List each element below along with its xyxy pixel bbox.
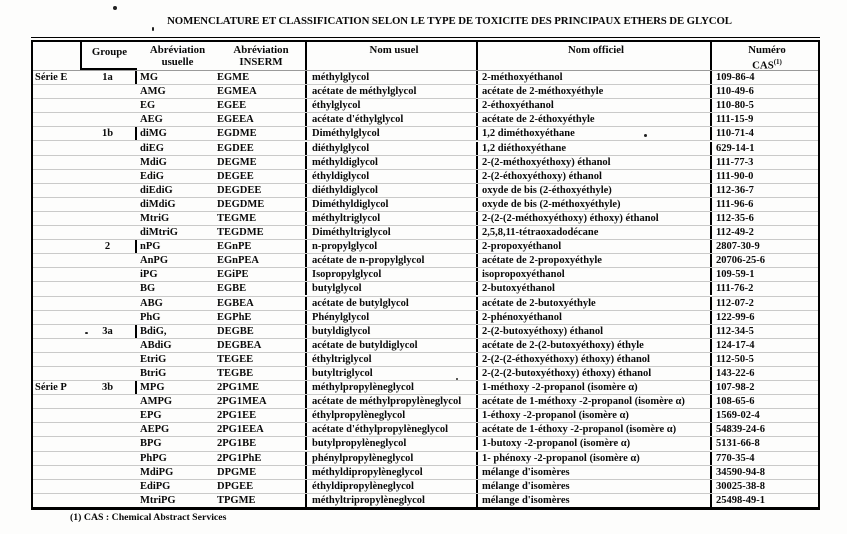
cell-abreviation-usuelle: EdiG <box>140 170 164 182</box>
cell-groupe: 2 <box>80 240 137 253</box>
cell-nom-officiel: isopropoxyéthanol <box>478 268 712 281</box>
cell-abreviation-usuelle: MtriG <box>140 212 170 224</box>
table-row <box>33 71 818 85</box>
cell-abreviation-inserm: 2PG1MEA <box>215 395 307 408</box>
cell-numero-cas: 124-17-4 <box>716 339 755 351</box>
table-row <box>33 170 818 184</box>
cell-groupe: 1b <box>80 127 137 140</box>
cell-nom-usuel: acétate de butyldiglycol <box>307 339 478 352</box>
cell-abreviation-usuelle: BtriG <box>140 368 167 380</box>
table-row <box>33 127 818 141</box>
cell-serie: Série P <box>35 382 67 394</box>
cell-abreviation-usuelle: MG <box>140 72 159 84</box>
cell-abreviation-inserm: TEGEE <box>215 353 307 366</box>
cell-nom-usuel: acétate d'éthylpropylèneglycol <box>307 423 478 436</box>
header-serie-empty <box>33 42 80 70</box>
cell-abreviation-usuelle: PhPG <box>140 452 167 464</box>
cell-abreviation-inserm: EGME <box>215 71 307 84</box>
cell-numero-cas: 108-65-6 <box>716 396 755 408</box>
cell-serie: Série E <box>35 72 68 84</box>
cell-abreviation-inserm: EGDEE <box>215 142 307 155</box>
table-row <box>33 381 818 395</box>
cell-nom-usuel: acétate de méthylpropylèneglycol <box>307 395 478 408</box>
cell-abreviation-inserm: DPGEE <box>215 480 307 493</box>
cell-numero-cas: 1569-02-4 <box>716 410 760 422</box>
cell-abreviation-usuelle: EdiPG <box>140 480 171 492</box>
cell-groupe: 1a <box>80 71 137 84</box>
cell-abreviation-inserm: TPGME <box>215 494 307 507</box>
cell-nom-officiel: 2-éthoxyéthanol <box>478 99 712 112</box>
header-abreviation-usuelle: Abréviation usuelle <box>149 44 206 68</box>
cell-nom-officiel: 1-éthoxy -2-propanol (isomère α) <box>478 409 712 422</box>
cell-nom-usuel: Diméthyldiglycol <box>307 198 478 211</box>
table-row <box>33 282 818 296</box>
cell-abreviation-usuelle: MdiPG <box>140 466 174 478</box>
cell-nom-usuel: phénylpropylèneglycol <box>307 452 478 465</box>
cell-nom-usuel: méthyldiglycol <box>307 156 478 169</box>
cell-nom-officiel: mélange d'isomères <box>478 480 712 493</box>
cell-abreviation-inserm: 2PG1EEA <box>215 423 307 436</box>
cell-numero-cas: 112-34-5 <box>716 325 754 337</box>
cell-numero-cas: 111-77-3 <box>716 156 754 168</box>
cell-nom-officiel: 2-butoxyéthanol <box>478 282 712 295</box>
cell-nom-usuel: Isopropylglycol <box>307 268 478 281</box>
table-row <box>33 325 818 339</box>
cell-nom-usuel: acétate de méthylglycol <box>307 85 478 98</box>
cell-abreviation-usuelle: AMPG <box>140 396 173 408</box>
cell-nom-usuel: butylglycol <box>307 282 478 295</box>
cell-abreviation-inserm: EGBEA <box>215 297 307 310</box>
cell-nom-officiel: 1-méthoxy -2-propanol (isomère α) <box>478 381 712 394</box>
cell-numero-cas: 25498-49-1 <box>716 494 765 506</box>
table-row <box>33 339 818 353</box>
header-nom-officiel: Nom officiel <box>478 42 712 70</box>
cell-abreviation-inserm: DPGME <box>215 466 307 479</box>
cell-nom-officiel: 2-(2-(2-butoxyéthoxy) éthoxy) éthanol <box>478 367 712 380</box>
table-row <box>33 226 818 240</box>
table-row <box>33 466 818 480</box>
cell-abreviation-inserm: 2PG1ME <box>215 381 307 394</box>
table-row <box>33 452 818 466</box>
cell-nom-usuel: éthylglycol <box>307 99 478 112</box>
cell-abreviation-inserm: EGMEA <box>215 85 307 98</box>
cell-nom-officiel: 2-phénoxyéthanol <box>478 311 712 324</box>
cell-abreviation-inserm: TEGME <box>215 212 307 225</box>
cell-nom-usuel: méthyltriglycol <box>307 212 478 225</box>
cell-numero-cas: 54839-24-6 <box>716 424 765 436</box>
table-row <box>33 437 818 451</box>
cell-abreviation-usuelle: AnPG <box>140 255 169 267</box>
table-row <box>33 113 818 127</box>
cell-nom-usuel: Diméthylglycol <box>307 127 478 140</box>
cell-abreviation-inserm: EGEEA <box>215 113 307 126</box>
cell-nom-officiel: mélange d'isomères <box>478 494 712 507</box>
cell-nom-usuel: méthylpropylèneglycol <box>307 381 478 394</box>
cell-nom-officiel: 2-(2-éthoxyéthoxy) éthanol <box>478 170 712 183</box>
table-row <box>33 311 818 325</box>
cell-abreviation-usuelle: iPG <box>140 269 158 281</box>
cell-numero-cas: 110-80-5 <box>716 100 754 112</box>
cell-abreviation-inserm: DEGME <box>215 156 307 169</box>
cell-nom-usuel: Diméthyltriglycol <box>307 226 478 239</box>
cell-numero-cas: 112-07-2 <box>716 297 754 309</box>
table-row <box>33 184 818 198</box>
table-row <box>33 367 818 381</box>
cell-abreviation-inserm: DEGDME <box>215 198 307 211</box>
table-row <box>33 297 818 311</box>
cell-abreviation-usuelle: MPG <box>140 382 165 394</box>
table-row <box>33 85 818 99</box>
glycol-ethers-table <box>31 40 820 510</box>
cell-numero-cas: 112-36-7 <box>716 184 754 196</box>
cell-nom-officiel: mélange d'isomères <box>478 466 712 479</box>
table-row <box>33 268 818 282</box>
table-row <box>33 198 818 212</box>
cell-abreviation-usuelle: nPG <box>140 241 161 253</box>
table-row <box>33 423 818 437</box>
cell-abreviation-usuelle: AEPG <box>140 424 170 436</box>
cell-abreviation-inserm: EGnPEA <box>215 254 307 267</box>
cell-nom-usuel: diéthylglycol <box>307 142 478 155</box>
cell-abreviation-inserm: 2PG1EE <box>215 409 307 422</box>
cell-abreviation-inserm: EGDME <box>215 127 307 140</box>
cell-nom-officiel: 2-(2-méthoxyéthoxy) éthanol <box>478 156 712 169</box>
cell-abreviation-usuelle: diEG <box>140 142 164 154</box>
cell-abreviation-inserm: 2PG1BE <box>215 437 307 450</box>
cell-numero-cas: 20706-25-6 <box>716 255 765 267</box>
cell-numero-cas: 112-50-5 <box>716 353 754 365</box>
cell-abreviation-usuelle: BPG <box>140 438 162 450</box>
cell-nom-officiel: acétate de 2-(2-butoxyéthoxy) éthyle <box>478 339 712 352</box>
table-row <box>33 240 818 254</box>
cell-nom-officiel: 1,2 diéthoxyéthane <box>478 142 712 155</box>
cell-nom-usuel: butyldiglycol <box>307 325 478 338</box>
cell-nom-usuel: n-propylglycol <box>307 240 478 253</box>
cell-numero-cas: 2807-30-9 <box>716 241 760 253</box>
table-body <box>33 71 818 507</box>
cell-numero-cas: 112-49-2 <box>716 227 754 239</box>
cell-numero-cas: 770-35-4 <box>716 452 755 464</box>
cell-abreviation-usuelle: EPG <box>140 410 162 422</box>
cell-nom-officiel: acétate de 1-méthoxy -2-propanol (isomère α) <box>478 395 712 408</box>
cas-footnote: (1) CAS : Chemical Abstract Services <box>70 512 227 523</box>
cell-abreviation-inserm: TEGBE <box>215 367 307 380</box>
cell-nom-officiel: acétate de 1-éthoxy -2-propanol (isomère α) <box>478 423 712 436</box>
cell-abreviation-usuelle: AMG <box>140 86 166 98</box>
table-row <box>33 141 818 155</box>
header-nom-usuel: Nom usuel <box>307 42 478 70</box>
cell-nom-officiel: 1,2 diméthoxyéthane <box>478 127 712 140</box>
cell-nom-officiel: acétate de 2-méthoxyéthyle <box>478 85 712 98</box>
cell-abreviation-inserm: EGnPE <box>215 240 307 253</box>
cell-nom-usuel: éthyldipropylèneglycol <box>307 480 478 493</box>
table-row <box>33 409 818 423</box>
cell-abreviation-inserm: EGPhE <box>215 311 307 324</box>
cell-nom-officiel: acétate de 2-éthoxyéthyle <box>478 113 712 126</box>
cell-nom-officiel: 1- phénoxy -2-propanol (isomère α) <box>478 452 712 465</box>
cell-numero-cas: 143-22-6 <box>716 368 755 380</box>
cell-numero-cas: 629-14-1 <box>716 142 755 154</box>
cell-nom-usuel: méthyltripropylèneglycol <box>307 494 478 507</box>
scan-speck <box>152 27 154 31</box>
cell-nom-usuel: éthylpropylèneglycol <box>307 409 478 422</box>
cell-abreviation-usuelle: diMG <box>140 128 167 140</box>
cell-nom-officiel: acétate de 2-propoxyéthyle <box>478 254 712 267</box>
cell-abreviation-usuelle: diMdiG <box>140 198 176 210</box>
cell-nom-usuel: méthylglycol <box>307 71 478 84</box>
table-row <box>33 494 818 507</box>
cell-abreviation-usuelle: MtriPG <box>140 494 176 506</box>
header-groupe: Groupe <box>80 42 137 70</box>
cell-abreviation-inserm: DEGDEE <box>215 184 307 197</box>
table-row <box>33 254 818 268</box>
cell-nom-officiel: 2,5,8,11-tétraoxadodécane <box>478 226 712 239</box>
cell-numero-cas: 111-90-0 <box>716 170 754 182</box>
cell-nom-usuel: acétate de butylglycol <box>307 297 478 310</box>
header-abreviation-inserm: Abréviation INSERM <box>215 42 307 70</box>
table-row <box>33 212 818 226</box>
cell-groupe: 3b <box>80 381 137 394</box>
cell-nom-usuel: butylpropylèneglycol <box>307 437 478 450</box>
cell-abreviation-usuelle: EG <box>140 100 156 112</box>
footnote-marker: (1) <box>773 58 782 66</box>
cell-abreviation-inserm: EGBE <box>215 282 307 295</box>
cell-abreviation-usuelle: diMtriG <box>140 227 178 239</box>
cell-nom-officiel: oxyde de bis (2-méthoxyéthyle) <box>478 198 712 211</box>
table-row <box>33 395 818 409</box>
cell-abreviation-usuelle: PhG <box>140 311 161 323</box>
cell-nom-officiel: 2-(2-butoxyéthoxy) éthanol <box>478 325 712 338</box>
cell-abreviation-usuelle: AEG <box>140 114 163 126</box>
cell-abreviation-usuelle: BG <box>140 283 156 295</box>
table-row <box>33 353 818 367</box>
cell-groupe: 3a <box>80 325 137 338</box>
cell-numero-cas: 122-99-6 <box>716 311 755 323</box>
cell-abreviation-inserm: 2PG1PhE <box>215 452 307 465</box>
cell-numero-cas: 110-49-6 <box>716 86 754 98</box>
cell-numero-cas: 5131-66-8 <box>716 438 760 450</box>
cell-nom-usuel: butyltriglycol <box>307 367 478 380</box>
cell-nom-usuel: méthyldipropylèneglycol <box>307 466 478 479</box>
cell-numero-cas: 34590-94-8 <box>716 466 765 478</box>
cell-numero-cas: 109-59-1 <box>716 269 755 281</box>
cell-nom-usuel: éthyldiglycol <box>307 170 478 183</box>
cell-abreviation-inserm: EGiPE <box>215 268 307 281</box>
cell-nom-officiel: 1-butoxy -2-propanol (isomère α) <box>478 437 712 450</box>
cell-abreviation-inserm: TEGDME <box>215 226 307 239</box>
cell-nom-usuel: éthyltriglycol <box>307 353 478 366</box>
cell-nom-officiel: 2-méthoxyéthanol <box>478 71 712 84</box>
cell-abreviation-inserm: EGEE <box>215 99 307 112</box>
cell-numero-cas: 109-86-4 <box>716 72 755 84</box>
cell-numero-cas: 107-98-2 <box>716 382 755 394</box>
cell-nom-officiel: 2-propoxyéthanol <box>478 240 712 253</box>
cell-nom-officiel: oxyde de bis (2-éthoxyéthyle) <box>478 184 712 197</box>
cell-nom-usuel: acétate de n-propylglycol <box>307 254 478 267</box>
cell-nom-officiel: acétate de 2-butoxyéthyle <box>478 297 712 310</box>
cell-nom-officiel: 2-(2-(2-méthoxyéthoxy) éthoxy) éthanol <box>478 212 712 225</box>
cell-nom-officiel: 2-(2-(2-éthoxyéthoxy) éthoxy) éthanol <box>478 353 712 366</box>
cell-abreviation-inserm: DEGBE <box>215 325 307 338</box>
cell-abreviation-inserm: DEGBEA <box>215 339 307 352</box>
cell-numero-cas: 30025-38-8 <box>716 480 765 492</box>
cell-abreviation-usuelle: ABdiG <box>140 339 172 351</box>
cell-numero-cas: 110-71-4 <box>716 128 754 140</box>
table-row <box>33 156 818 170</box>
table-row <box>33 480 818 494</box>
cell-numero-cas: 111-15-9 <box>716 114 754 126</box>
cell-abreviation-usuelle: diEdiG <box>140 184 173 196</box>
cell-abreviation-usuelle: EtriG <box>140 353 167 365</box>
cell-nom-usuel: diéthyldiglycol <box>307 184 478 197</box>
table-row <box>33 99 818 113</box>
page-title: NOMENCLATURE ET CLASSIFICATION SELON LE TYPE DE TOXICITE DES PRINCIPAUX ETHERS DE GLYCOL <box>167 15 732 27</box>
cell-numero-cas: 112-35-6 <box>716 212 754 224</box>
scan-speck <box>113 6 117 10</box>
cell-abreviation-usuelle: BdiG, <box>140 325 167 337</box>
cell-abreviation-usuelle: ABG <box>140 297 163 309</box>
cell-numero-cas: 111-96-6 <box>716 198 754 210</box>
cell-abreviation-inserm: DEGEE <box>215 170 307 183</box>
cell-abreviation-usuelle: MdiG <box>140 156 167 168</box>
cell-numero-cas: 111-76-2 <box>716 283 754 295</box>
table-header-row <box>33 42 818 71</box>
cell-nom-usuel: Phénylglycol <box>307 311 478 324</box>
header-numero-cas: Numéro CAS$^{(1)}$ <box>748 44 786 72</box>
cell-nom-usuel: acétate d'éthylglycol <box>307 113 478 126</box>
